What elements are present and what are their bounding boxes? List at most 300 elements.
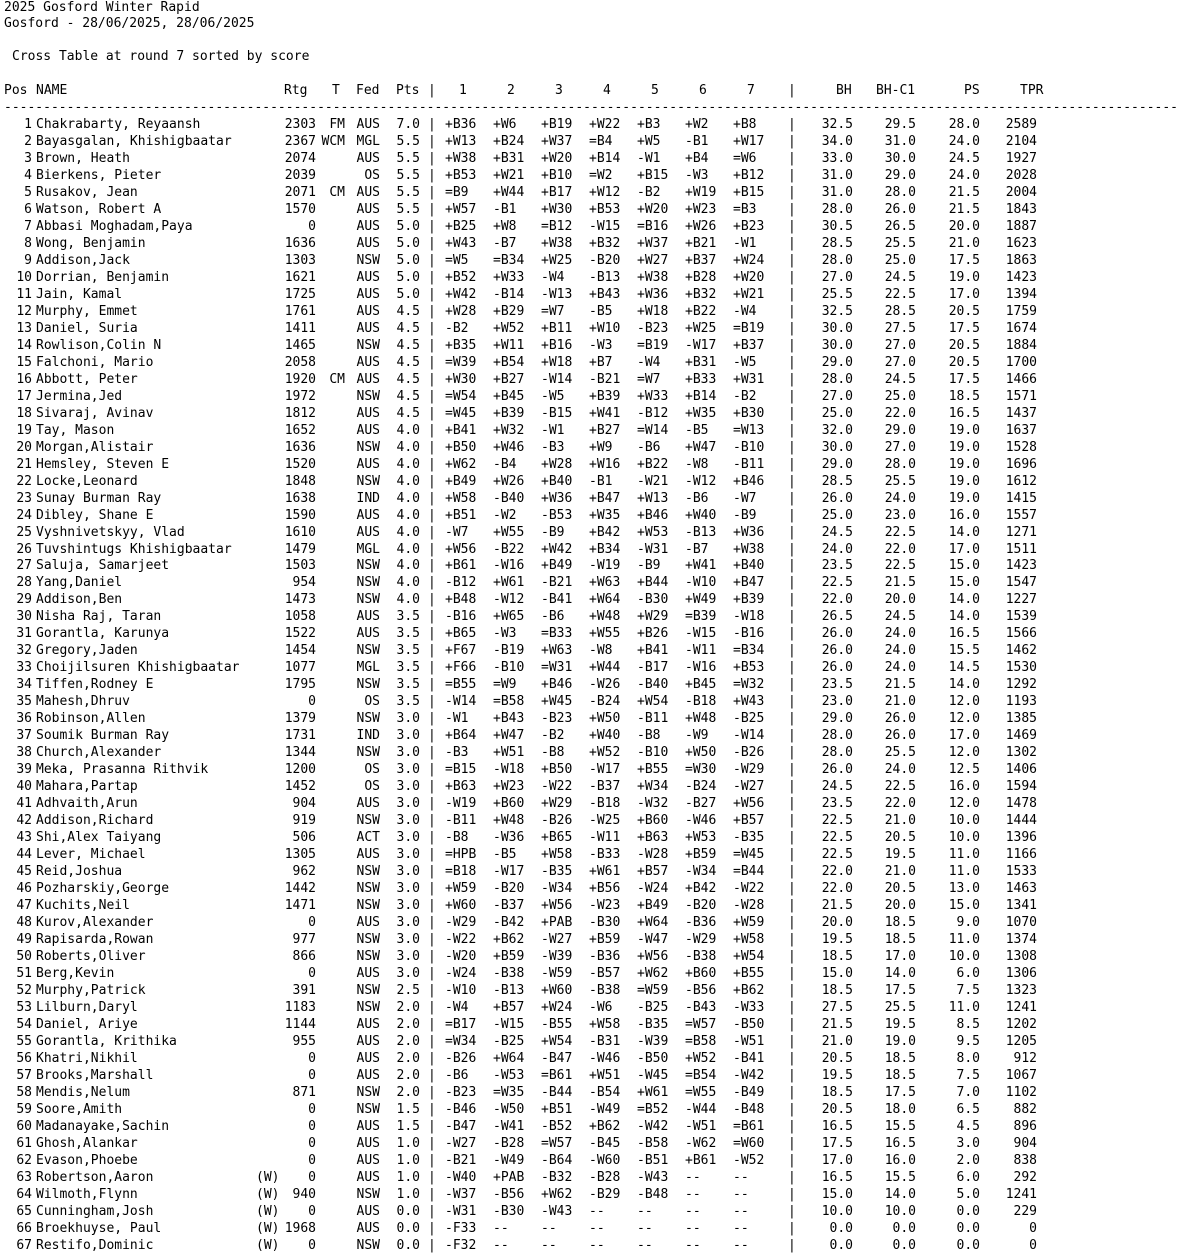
rating-cell: 977 — [292, 932, 316, 948]
round-4-result-cell: -- — [589, 1203, 605, 1219]
federation-cell: NSW — [356, 388, 380, 404]
round-3-result-cell: +W36 — [541, 490, 573, 506]
round-7-result-cell: +W58 — [733, 932, 765, 948]
pos-cell: 55 — [16, 1033, 32, 1049]
tpr-cell: 896 — [1013, 1118, 1037, 1134]
round-1-result-cell: -B26 — [445, 1050, 477, 1066]
bhc1-cell: 25.5 — [884, 745, 916, 761]
ps-cell: 17.0 — [948, 286, 980, 302]
round-5-result-cell: -W31 — [637, 541, 669, 557]
player-name-cell: Saluja, Samarjeet — [36, 558, 170, 574]
ps-cell: 20.5 — [948, 337, 980, 353]
player-name-cell: Falchoni, Mario — [36, 354, 154, 370]
round-3-result-cell: =W7 — [541, 303, 565, 319]
round-7-result-cell: +W24 — [733, 252, 765, 268]
bhc1-cell: 25.5 — [884, 473, 916, 489]
column-separator: | — [428, 303, 436, 319]
player-name-cell: Soore,Amith — [36, 1101, 123, 1117]
rating-cell: 2058 — [284, 354, 316, 370]
tpr-cell: 1271 — [1005, 524, 1037, 540]
tpr-cell: 1193 — [1005, 694, 1037, 710]
round-1-result-cell: +W59 — [445, 881, 477, 897]
tpr-cell: 1444 — [1005, 813, 1037, 829]
column-separator: | — [428, 1016, 436, 1032]
pos-cell: 34 — [16, 677, 32, 693]
bh-cell: 30.0 — [821, 320, 853, 336]
round-2-result-cell: +B31 — [493, 150, 525, 166]
round-3-result-cell: -W14 — [541, 371, 573, 387]
column-separator: | — [428, 473, 436, 489]
round-5-result-cell: -B35 — [637, 1016, 669, 1032]
column-separator: | — [788, 779, 796, 795]
round-3-result-cell: +W28 — [541, 456, 573, 472]
federation-cell: AUS — [356, 184, 380, 200]
round-1-result-cell: +B25 — [445, 218, 477, 234]
player-name-cell: Murphy, Emmet — [36, 303, 138, 319]
column-separator: | — [788, 218, 796, 234]
federation-cell: OS — [364, 167, 380, 183]
pos-cell: 29 — [16, 592, 32, 608]
table-row — [0, 406, 1040, 423]
bhc1-cell: 25.5 — [884, 235, 916, 251]
table-row — [0, 1238, 1040, 1255]
federation-cell: OS — [364, 694, 380, 710]
rating-cell: 0 — [308, 1118, 316, 1134]
round-2-result-cell: +W11 — [493, 337, 525, 353]
player-name-cell: Addison,Richard — [36, 813, 154, 829]
round-4-result-cell: +W58 — [589, 1016, 621, 1032]
round-6-result-cell: -- — [685, 1186, 701, 1202]
table-row — [0, 915, 1040, 932]
round-7-result-cell: -W5 — [733, 354, 757, 370]
round-4-result-cell: +W48 — [589, 609, 621, 625]
column-separator: | — [788, 133, 796, 149]
rating-cell: 0 — [308, 1237, 316, 1253]
bhc1-cell: 14.0 — [884, 1186, 916, 1202]
points-cell: 4.0 — [396, 473, 420, 489]
pos-cell: 17 — [16, 388, 32, 404]
bh-cell: 21.0 — [821, 1033, 853, 1049]
table-row — [0, 168, 1040, 185]
rating-cell: 1452 — [284, 779, 316, 795]
table-row — [0, 389, 1040, 406]
bh-cell: 25.5 — [821, 286, 853, 302]
player-name-cell: Wong, Benjamin — [36, 235, 146, 251]
column-separator: | — [428, 405, 436, 421]
round-1-result-cell: +B52 — [445, 269, 477, 285]
round-2-result-cell: +W48 — [493, 813, 525, 829]
points-cell: 0.0 — [396, 1237, 420, 1253]
pos-cell: 9 — [24, 252, 32, 268]
round-4-result-cell: +W63 — [589, 575, 621, 591]
col-round-7-header: 7 — [747, 83, 755, 98]
bh-cell: 24.0 — [821, 541, 853, 557]
round-3-result-cell: =B33 — [541, 626, 573, 642]
round-7-result-cell: +B15 — [733, 184, 765, 200]
bhc1-cell: 18.0 — [884, 1101, 916, 1117]
federation-cell: AUS — [356, 150, 380, 166]
federation-cell: AUS — [356, 354, 380, 370]
column-separator: | — [428, 626, 436, 642]
round-6-result-cell: +W49 — [685, 592, 717, 608]
round-2-result-cell: -B40 — [493, 490, 525, 506]
points-cell: 4.0 — [396, 575, 420, 591]
federation-cell: NSW — [356, 864, 380, 880]
round-7-result-cell: -B35 — [733, 830, 765, 846]
federation-cell: AUS — [356, 269, 380, 285]
rating-cell: 2074 — [284, 150, 316, 166]
col-bh-header: BH — [836, 83, 852, 98]
round-5-result-cell: -W32 — [637, 796, 669, 812]
column-separator: | — [788, 864, 796, 880]
table-row — [0, 779, 1040, 796]
round-1-result-cell: -W14 — [445, 694, 477, 710]
round-5-result-cell: +B3 — [637, 117, 661, 132]
column-separator: | — [788, 915, 796, 931]
pos-cell: 35 — [16, 694, 32, 710]
column-separator: | — [788, 1084, 796, 1100]
federation-cell: AUS — [356, 1050, 380, 1066]
ps-cell: 11.0 — [948, 932, 980, 948]
round-2-result-cell: +W46 — [493, 439, 525, 455]
round-4-result-cell: +W35 — [589, 507, 621, 523]
tpr-cell: 1700 — [1005, 354, 1037, 370]
column-separator: | — [428, 779, 436, 795]
bh-cell: 17.5 — [821, 1135, 853, 1151]
column-separator: | — [428, 1033, 436, 1049]
bh-cell: 30.0 — [821, 337, 853, 353]
column-separator: | — [788, 150, 796, 166]
round-7-result-cell: =B44 — [733, 864, 765, 880]
table-row — [0, 711, 1040, 728]
round-7-result-cell: +W21 — [733, 286, 765, 302]
round-2-result-cell: -B13 — [493, 982, 525, 998]
round-7-result-cell: -W22 — [733, 881, 765, 897]
player-name-cell: Rapisarda,Rowan — [36, 932, 154, 948]
round-3-result-cell: -B2 — [541, 728, 565, 744]
ps-cell: 12.0 — [948, 711, 980, 727]
round-4-result-cell: -B1 — [589, 473, 613, 489]
round-3-result-cell: -W59 — [541, 966, 573, 981]
round-7-result-cell: +B47 — [733, 575, 765, 591]
rating-cell: 1812 — [284, 405, 316, 421]
player-name-cell: Khatri,Nikhil — [36, 1050, 138, 1066]
round-2-result-cell: +W44 — [493, 184, 525, 200]
round-5-result-cell: +W33 — [637, 388, 669, 404]
title-cell: WCM — [321, 133, 345, 149]
ps-cell: 13.0 — [948, 881, 980, 897]
round-1-result-cell: -B3 — [445, 745, 469, 761]
pos-cell: 26 — [16, 541, 32, 557]
points-cell: 3.0 — [396, 949, 420, 965]
bhc1-cell: 20.5 — [884, 881, 916, 897]
round-3-result-cell: -B41 — [541, 592, 573, 608]
points-cell: 4.5 — [396, 405, 420, 421]
round-7-result-cell: +W20 — [733, 269, 765, 285]
round-5-result-cell: -B12 — [637, 405, 669, 421]
round-4-result-cell: +B34 — [589, 541, 621, 557]
column-separator: | — [788, 1033, 796, 1049]
pos-cell: 5 — [24, 184, 32, 200]
round-5-result-cell: +B60 — [637, 813, 669, 829]
round-5-result-cell: =B16 — [637, 218, 669, 234]
ps-cell: 11.0 — [948, 999, 980, 1015]
round-6-result-cell: -W46 — [685, 813, 717, 829]
pos-cell: 25 — [16, 524, 32, 540]
pos-cell: 31 — [16, 626, 32, 642]
ps-cell: 15.0 — [948, 558, 980, 574]
round-3-result-cell: +B16 — [541, 337, 573, 353]
column-separator: | — [428, 83, 436, 98]
bh-cell: 34.0 — [821, 133, 853, 149]
column-separator: | — [788, 371, 796, 387]
federation-cell: AUS — [356, 524, 380, 540]
column-separator: | — [788, 677, 796, 693]
tpr-cell: 1674 — [1005, 320, 1037, 336]
player-name-cell: Abbott, Peter — [36, 371, 138, 387]
pos-cell: 22 — [16, 473, 32, 489]
table-row — [0, 338, 1040, 355]
player-name-cell: Daniel, Suria — [36, 320, 138, 336]
points-cell: 4.0 — [396, 558, 420, 574]
column-separator: | — [788, 235, 796, 251]
bh-cell: 26.0 — [821, 762, 853, 778]
federation-cell: MGL — [356, 541, 380, 557]
federation-cell: AUS — [356, 405, 380, 421]
round-5-result-cell: +W13 — [637, 490, 669, 506]
federation-cell: NSW — [356, 1186, 380, 1202]
column-separator: | — [428, 320, 436, 336]
ps-cell: 7.5 — [956, 1067, 980, 1083]
pos-cell: 64 — [16, 1186, 32, 1202]
round-7-result-cell: -- — [733, 1186, 749, 1202]
round-1-result-cell: -W22 — [445, 932, 477, 948]
column-separator: | — [428, 643, 436, 659]
ps-cell: 20.5 — [948, 354, 980, 370]
title-cell: CM — [329, 371, 345, 387]
points-cell: 4.0 — [396, 541, 420, 557]
round-1-result-cell: -B47 — [445, 1118, 477, 1134]
federation-cell: AUS — [356, 507, 380, 523]
rating-cell: 1972 — [284, 388, 316, 404]
column-separator: | — [788, 541, 796, 557]
round-3-result-cell: -- — [541, 1237, 557, 1253]
withdrawn-flag-cell: (W) — [256, 1203, 280, 1219]
tpr-cell: 1308 — [1005, 949, 1037, 965]
round-5-result-cell: =W7 — [637, 371, 661, 387]
round-3-result-cell: =B61 — [541, 1067, 573, 1083]
tpr-cell: 2589 — [1005, 117, 1037, 132]
federation-cell: AUS — [356, 915, 380, 931]
points-cell: 3.5 — [396, 626, 420, 642]
round-6-result-cell: -- — [685, 1203, 701, 1219]
col-round-4-header: 4 — [603, 83, 611, 98]
round-5-result-cell: -B48 — [637, 1186, 669, 1202]
column-separator: | — [788, 847, 796, 863]
bh-cell: 0.0 — [829, 1237, 853, 1253]
points-cell: 3.0 — [396, 932, 420, 948]
rating-cell: 919 — [292, 813, 316, 829]
round-7-result-cell: +W38 — [733, 541, 765, 557]
round-3-result-cell: +B19 — [541, 117, 573, 132]
round-1-result-cell: +W28 — [445, 303, 477, 319]
points-cell: 4.0 — [396, 490, 420, 506]
table-row — [0, 1000, 1040, 1017]
round-7-result-cell: +B55 — [733, 966, 765, 981]
round-6-result-cell: -B18 — [685, 694, 717, 710]
player-name-cell: Chakrabarty, Reyaansh — [36, 117, 201, 132]
column-separator: | — [788, 439, 796, 455]
round-5-result-cell: +W37 — [637, 235, 669, 251]
round-1-result-cell: +F67 — [445, 643, 477, 659]
round-5-result-cell: +W61 — [637, 1084, 669, 1100]
rating-cell: 1731 — [284, 728, 316, 744]
bhc1-cell: 0.0 — [892, 1220, 916, 1236]
column-separator: | — [788, 660, 796, 676]
round-5-result-cell: -W21 — [637, 473, 669, 489]
round-6-result-cell: +W35 — [685, 405, 717, 421]
bhc1-cell: 21.0 — [884, 694, 916, 710]
pos-cell: 33 — [16, 660, 32, 676]
round-1-result-cell: =W5 — [445, 252, 469, 268]
rating-cell: 1621 — [284, 269, 316, 285]
ps-cell: 10.0 — [948, 813, 980, 829]
bhc1-cell: 24.5 — [884, 269, 916, 285]
player-name-cell: Meka, Prasanna Rithvik — [36, 762, 209, 778]
round-6-result-cell: +B4 — [685, 150, 709, 166]
bhc1-cell: 22.5 — [884, 524, 916, 540]
bh-cell: 16.5 — [821, 1169, 853, 1185]
round-5-result-cell: +W62 — [637, 966, 669, 981]
federation-cell: AUS — [356, 1033, 380, 1049]
player-name-cell: Tuvshintugs Khishigbaatar — [36, 541, 232, 557]
table-row — [0, 117, 1040, 134]
round-1-result-cell: -B23 — [445, 1084, 477, 1100]
round-5-result-cell: +W64 — [637, 915, 669, 931]
column-separator: | — [788, 1186, 796, 1202]
round-4-result-cell: =B4 — [589, 133, 613, 149]
round-7-result-cell: -B50 — [733, 1016, 765, 1032]
tpr-cell: 1415 — [1005, 490, 1037, 506]
federation-cell: NSW — [356, 949, 380, 965]
round-7-result-cell: +B57 — [733, 813, 765, 829]
table-row — [0, 762, 1040, 779]
table-row — [0, 355, 1040, 372]
round-1-result-cell: +W58 — [445, 490, 477, 506]
bhc1-cell: 25.5 — [884, 999, 916, 1015]
round-1-result-cell: -W24 — [445, 966, 477, 981]
player-name-cell: Gorantla, Krithika — [36, 1033, 177, 1049]
round-5-result-cell: +B55 — [637, 762, 669, 778]
round-1-result-cell: +B51 — [445, 507, 477, 523]
round-2-result-cell: -B7 — [493, 235, 517, 251]
column-separator: | — [428, 762, 436, 778]
round-6-result-cell: +W48 — [685, 711, 717, 727]
federation-cell: MGL — [356, 660, 380, 676]
bhc1-cell: 16.0 — [884, 1152, 916, 1168]
round-7-result-cell: -B11 — [733, 456, 765, 472]
tpr-cell: 1469 — [1005, 728, 1037, 744]
round-6-result-cell: -W29 — [685, 932, 717, 948]
pos-cell: 39 — [16, 762, 32, 778]
federation-cell: AUS — [356, 626, 380, 642]
round-6-result-cell: -- — [685, 1169, 701, 1185]
round-3-result-cell: -B53 — [541, 507, 573, 523]
tpr-cell: 1241 — [1005, 1186, 1037, 1202]
round-5-result-cell: +B49 — [637, 898, 669, 914]
tournament-location-dates: Gosford - 28/06/2025, 28/06/2025 — [4, 16, 255, 31]
table-row — [0, 321, 1040, 338]
ps-cell: 16.5 — [948, 405, 980, 421]
round-2-result-cell: =B58 — [493, 694, 525, 710]
points-cell: 5.5 — [396, 150, 420, 166]
round-7-result-cell: -B10 — [733, 439, 765, 455]
rating-cell: 2039 — [284, 167, 316, 183]
bh-cell: 28.0 — [821, 371, 853, 387]
column-separator: | — [428, 184, 436, 200]
rating-cell: 0 — [308, 1152, 316, 1168]
points-cell: 4.0 — [396, 422, 420, 438]
round-3-result-cell: +B40 — [541, 473, 573, 489]
bhc1-cell: 19.5 — [884, 1016, 916, 1032]
bh-cell: 22.5 — [821, 847, 853, 863]
bh-cell: 28.5 — [821, 235, 853, 251]
federation-cell: AUS — [356, 847, 380, 863]
player-name-cell: Shi,Alex Taiyang — [36, 830, 162, 846]
table-row — [0, 847, 1040, 864]
round-4-result-cell: +B62 — [589, 1118, 621, 1134]
tpr-cell: 1437 — [1005, 405, 1037, 421]
points-cell: 3.0 — [396, 813, 420, 829]
bhc1-cell: 14.0 — [884, 966, 916, 981]
bh-cell: 26.5 — [821, 609, 853, 625]
round-1-result-cell: =B55 — [445, 677, 477, 693]
column-header-row — [0, 83, 1044, 100]
pos-cell: 67 — [16, 1237, 32, 1253]
rating-cell: 1411 — [284, 320, 316, 336]
bhc1-cell: 19.0 — [884, 1033, 916, 1049]
round-4-result-cell: -W23 — [589, 898, 621, 914]
round-7-result-cell: -B41 — [733, 1050, 765, 1066]
column-separator: | — [428, 1118, 436, 1134]
pos-cell: 20 — [16, 439, 32, 455]
column-separator: | — [788, 1135, 796, 1151]
rating-cell: 1303 — [284, 252, 316, 268]
round-1-result-cell: -B46 — [445, 1101, 477, 1117]
round-4-result-cell: -W8 — [589, 643, 613, 659]
ps-cell: 19.0 — [948, 439, 980, 455]
round-3-result-cell: -B9 — [541, 524, 565, 540]
round-6-result-cell: +W23 — [685, 201, 717, 217]
table-row — [0, 1034, 1040, 1051]
federation-cell: NSW — [356, 982, 380, 998]
round-5-result-cell: =W59 — [637, 982, 669, 998]
pos-cell: 37 — [16, 728, 32, 744]
points-cell: 4.5 — [396, 371, 420, 387]
tpr-cell: 1571 — [1005, 388, 1037, 404]
pos-cell: 54 — [16, 1016, 32, 1032]
rating-cell: 1795 — [284, 677, 316, 693]
round-3-result-cell: =W31 — [541, 660, 573, 676]
round-3-result-cell: -W5 — [541, 388, 565, 404]
points-cell: 4.5 — [396, 337, 420, 353]
round-7-result-cell: -B48 — [733, 1101, 765, 1117]
round-3-result-cell: -W13 — [541, 286, 573, 302]
rating-cell: 0 — [308, 694, 316, 710]
round-3-result-cell: +W18 — [541, 354, 573, 370]
round-3-result-cell: +B50 — [541, 762, 573, 778]
table-row — [0, 1170, 1040, 1187]
